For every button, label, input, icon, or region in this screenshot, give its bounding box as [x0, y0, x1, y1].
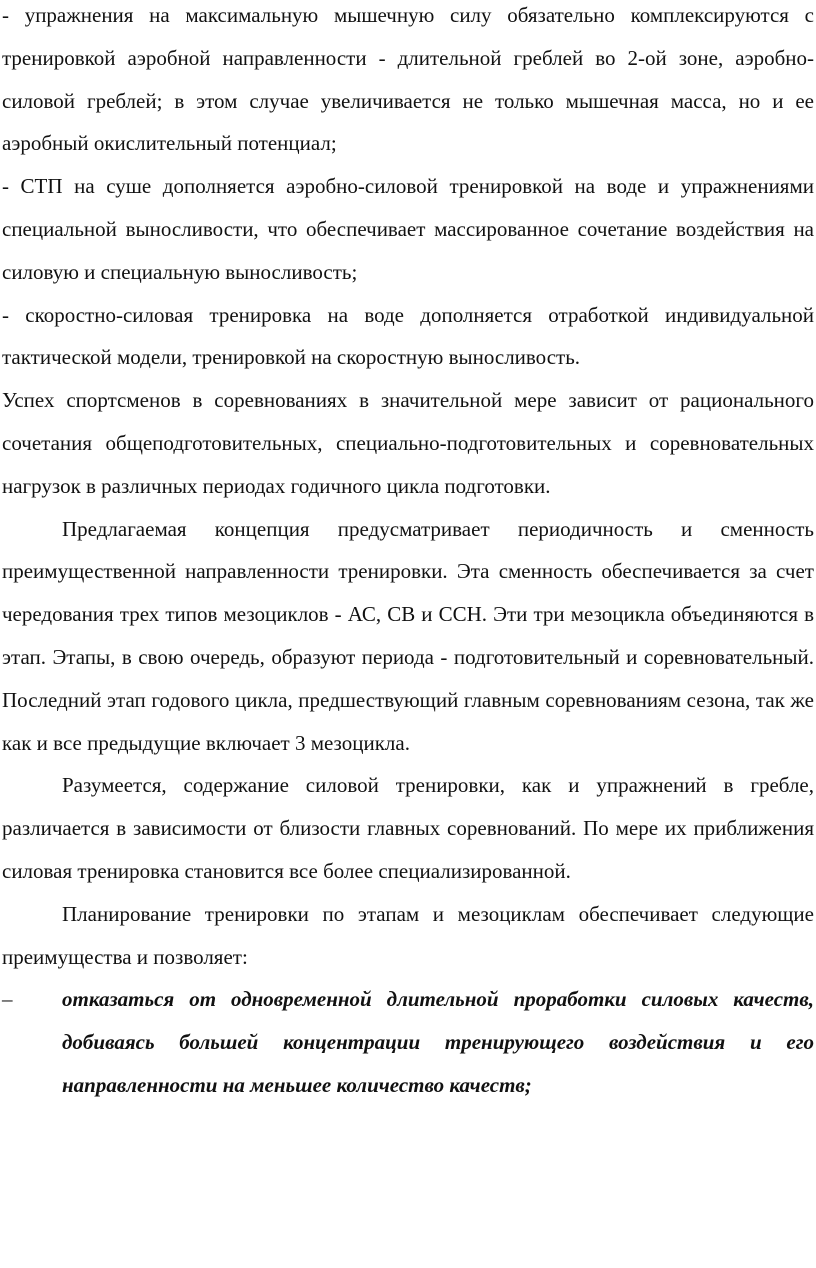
list-item-text: отказаться от одновременной длительной проработки силовых качеств, добиваясь большей концентрации тренирующего воздействия и его направленности на меньшее количество качеств; [62, 987, 814, 1097]
list-item [2, 978, 814, 1106]
paragraph-planning: Планирование тренировки по этапам и мезоциклам обеспечивает следующие преимущества и позволяет: [2, 901, 814, 969]
paragraph-concept: Предлагаемая концепция предусматривает периодичность и сменность преимущественной направленности тренировки. Эта сменность обеспечивается за счет чередования трех типов мезоциклов - АС, СВ и ССН. Эти три мезоцикла объединяются в этап. Этапы, в свою очередь, образуют периода - подготовительный и соревновательный. Последний этап годового цикла, предшествующий главным соревнованиям сезона, так же как и все предыдущие включает 3 мезоцикла. [2, 516, 814, 755]
paragraph-success: Успех спортсменов в соревнованиях в значительной мере зависит от рационального сочетания общеподготовительных, специально-подготовительных и соревновательных нагрузок в различных периодах годичного цикла подготовки. [2, 388, 814, 498]
paragraph-land-training: - СТП на суше дополняется аэробно-силовой тренировкой на воде и упражнениями специальной выносливости, что обеспечивает массированное сочетание воздействия на силовую и специальную выносливость; [2, 174, 814, 284]
paragraph-specialization: Разумеется, содержание силовой тренировки, как и упражнений в гребле, различается в зависимости от близости главных соревнований. По мере их приближения силовая тренировка становится все более специализированной. [2, 773, 814, 883]
paragraph-strength-aerobic: - упражнения на максимальную мышечную силу обязательно комплексируются с тренировкой аэробной направленности - длительной греблей во 2-ой зоне, аэробно-силовой греблей; в этом случае увеличивается не только мышечная масса, но и ее аэробный окислительный потенциал; [2, 3, 814, 156]
paragraph-speed-strength: - скоростно-силовая тренировка на воде дополняется отработкой индивидуальной тактической модели, тренировкой на скоростную выносливость. [2, 302, 814, 370]
list-dash-marker: – [2, 987, 13, 1012]
document-page [2, 0, 814, 1107]
